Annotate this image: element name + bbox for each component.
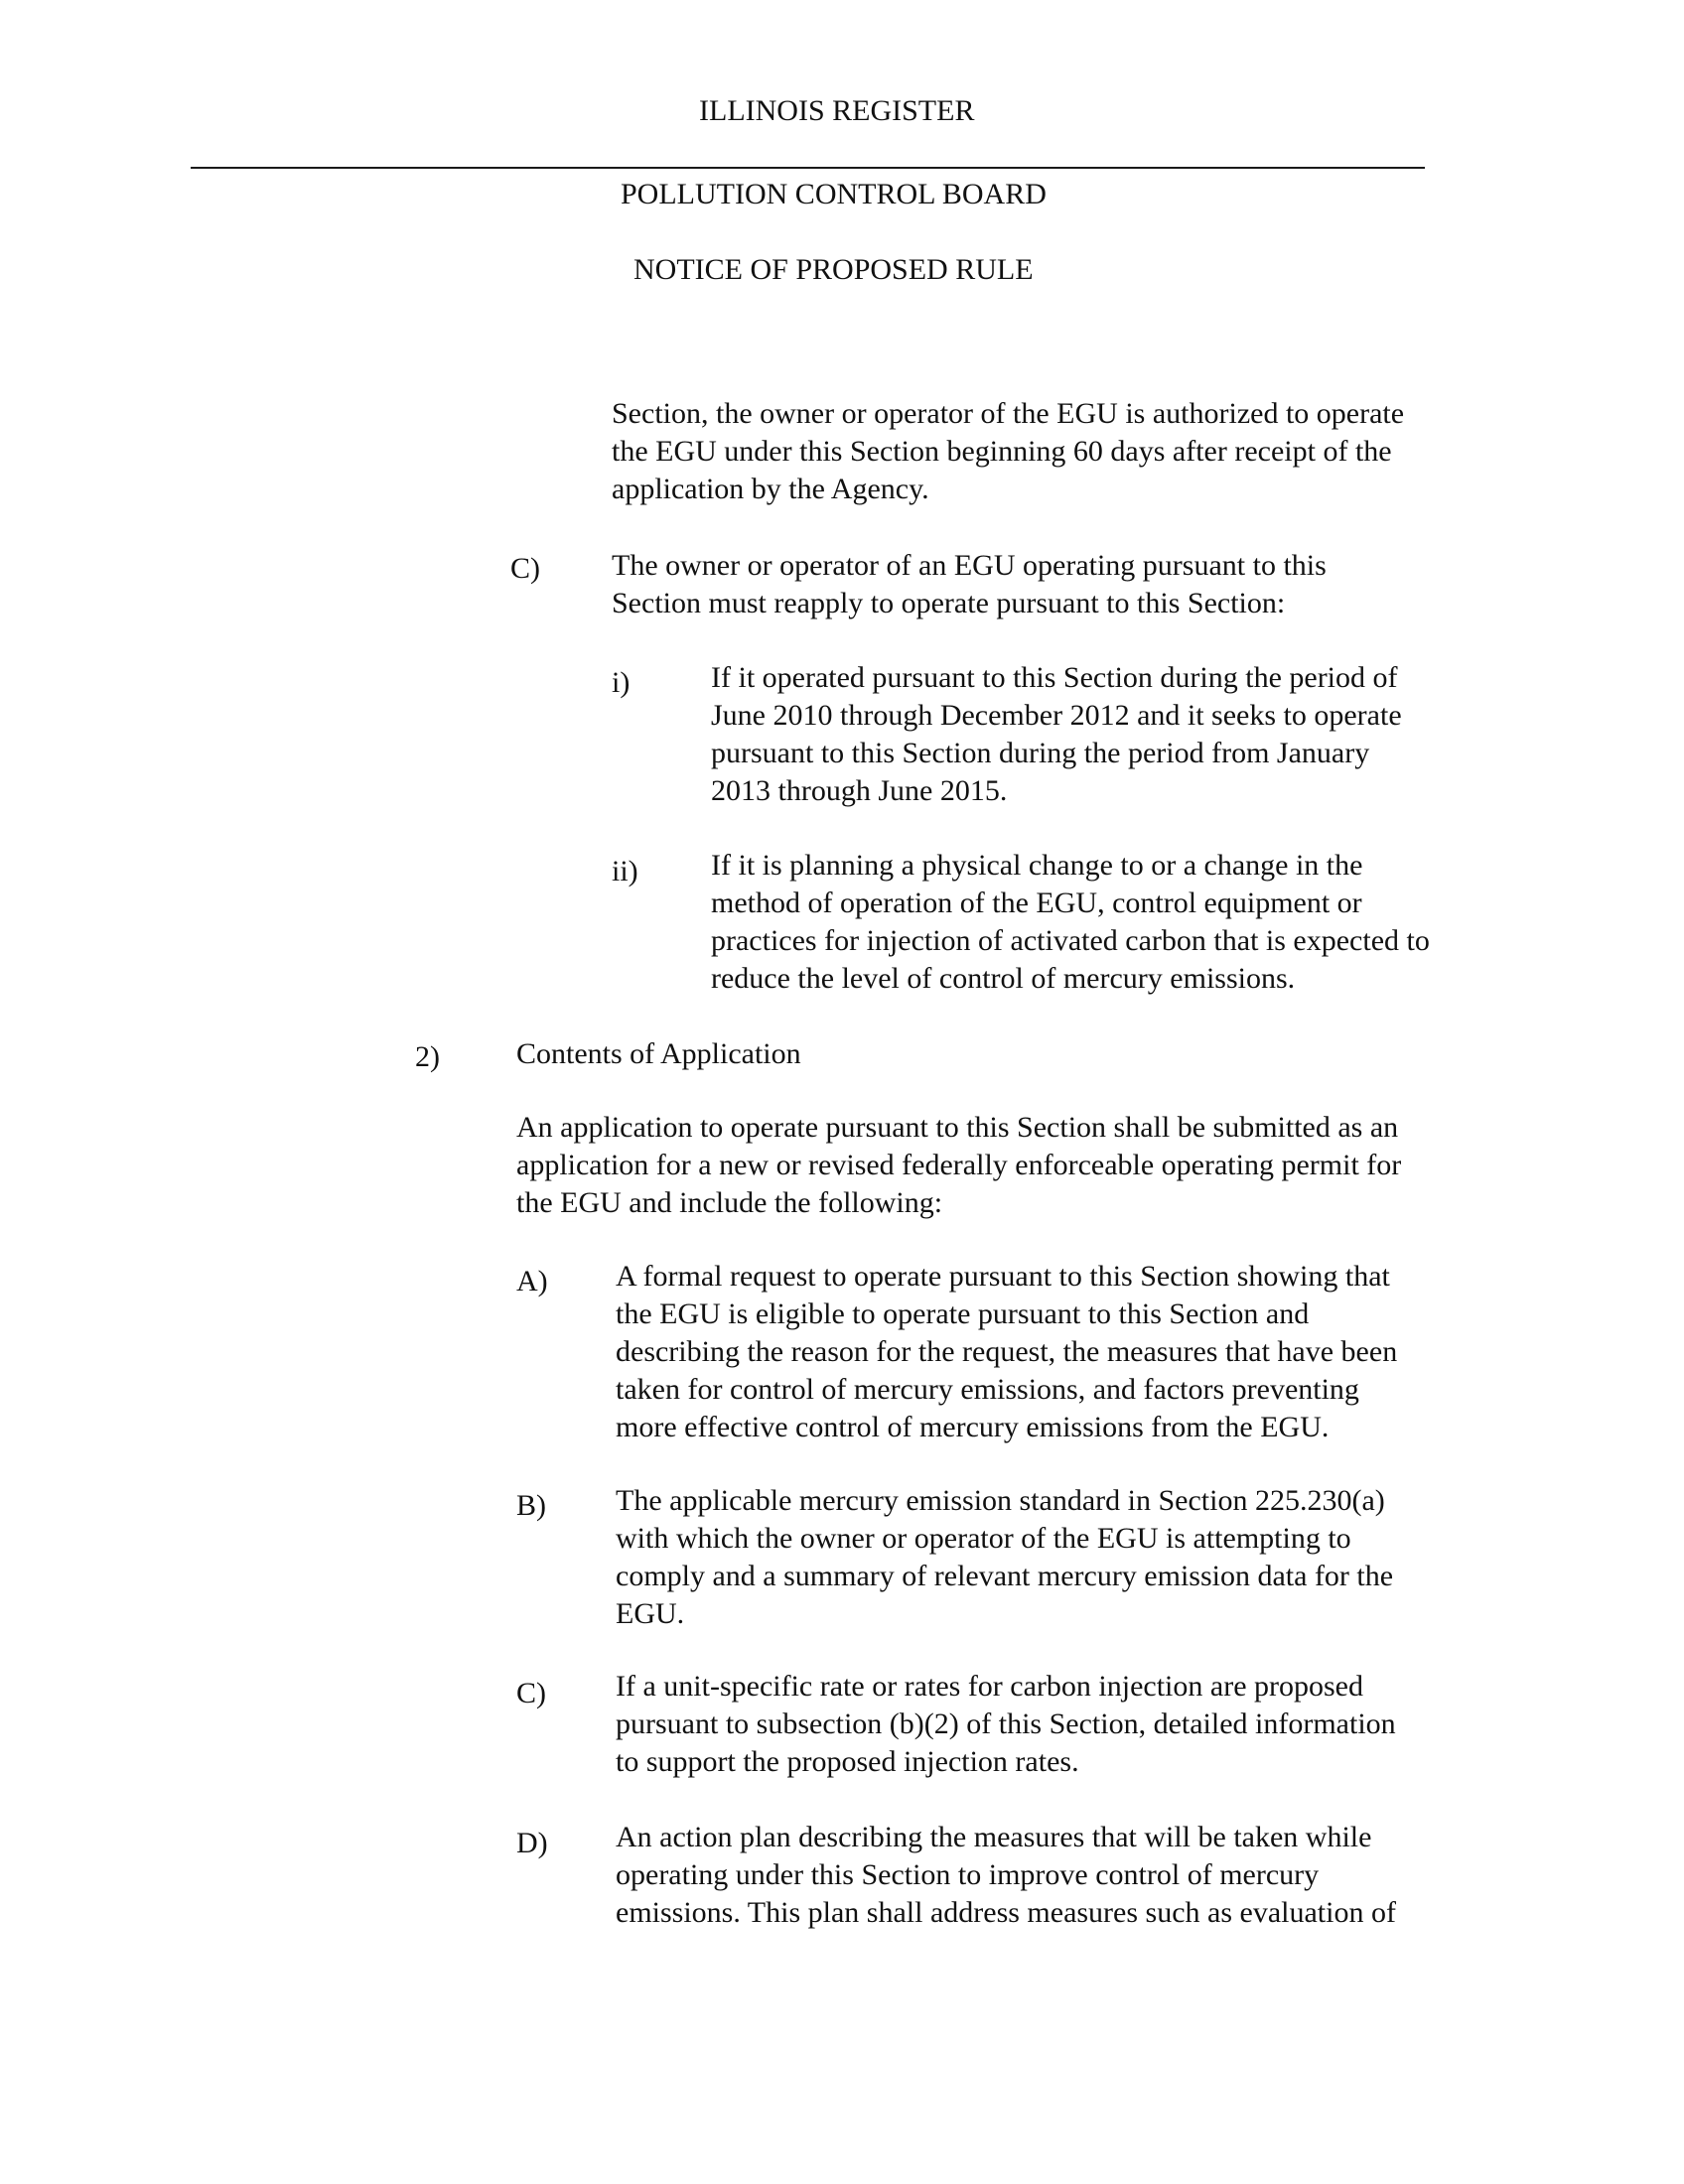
text-line: pursuant to subsection (b)(2) of this Section, detailed information xyxy=(616,1707,1396,1740)
text-line: operating under this Section to improve control of mercury xyxy=(616,1858,1320,1891)
text-line: If a unit-specific rate or rates for carbon injection are proposed xyxy=(616,1670,1363,1703)
text-line: If it operated pursuant to this Section during the period of xyxy=(711,661,1398,694)
board-title: POLLUTION CONTROL BOARD xyxy=(621,178,1047,210)
item-c2-label: C) xyxy=(516,1677,546,1709)
text-line: EGU. xyxy=(616,1597,685,1630)
text-line: emissions. This plan shall address measures such as evaluation of xyxy=(616,1896,1396,1929)
text-line: The applicable mercury emission standard in Section 225.230(a) xyxy=(616,1484,1385,1517)
sub-ii-text xyxy=(711,847,1430,998)
item-b-text xyxy=(616,1482,1393,1633)
text-line: An action plan describing the measures that will be taken while xyxy=(616,1821,1372,1853)
text-line: A formal request to operate pursuant to this Section showing that xyxy=(616,1260,1390,1293)
text-line: comply and a summary of relevant mercury emission data for the xyxy=(616,1560,1394,1592)
text-line: with which the owner or operator of the EGU is attempting to xyxy=(616,1522,1351,1555)
text-line: June 2010 through December 2012 and it seeks to operate xyxy=(711,699,1402,732)
item-c2-text xyxy=(616,1668,1396,1781)
text-line: the EGU and include the following: xyxy=(516,1186,943,1219)
item-2-heading: Contents of Application xyxy=(516,1037,801,1070)
item-a-text xyxy=(616,1258,1397,1446)
continuation-paragraph xyxy=(612,395,1404,508)
text-line: Section, the owner or operator of the EGU is authorized to operate xyxy=(612,397,1405,430)
text-line: reduce the level of control of mercury emissions. xyxy=(711,962,1296,995)
text-line: method of operation of the EGU, control equipment or xyxy=(711,887,1362,919)
item-d-label: D) xyxy=(516,1827,548,1859)
text-line: to support the proposed injection rates. xyxy=(616,1745,1079,1778)
item-c-text xyxy=(612,547,1327,622)
item-2-label: 2) xyxy=(415,1040,440,1073)
text-line: the EGU is eligible to operate pursuant to this Section and xyxy=(616,1297,1310,1330)
item-c-label: C) xyxy=(510,552,540,585)
sub-ii-label: ii) xyxy=(612,855,638,887)
text-line: Section must reapply to operate pursuant to this Section: xyxy=(612,587,1286,619)
item-d-text xyxy=(616,1819,1396,1932)
text-line: The owner or operator of an EGU operating pursuant to this xyxy=(612,549,1327,582)
notice-title: NOTICE OF PROPOSED RULE xyxy=(633,253,1034,286)
text-line: practices for injection of activated carbon that is expected to xyxy=(711,924,1430,957)
text-line: An application to operate pursuant to this Section shall be submitted as an xyxy=(516,1111,1399,1144)
text-line: application for a new or revised federally enforceable operating permit for xyxy=(516,1149,1402,1181)
item-a-label: A) xyxy=(516,1265,548,1297)
item-2-intro xyxy=(516,1109,1401,1222)
text-line: more effective control of mercury emissions from the EGU. xyxy=(616,1411,1330,1443)
sub-i-text xyxy=(711,659,1402,810)
sub-i-label: i) xyxy=(612,666,631,699)
text-line: pursuant to this Section during the period from January xyxy=(711,737,1370,769)
text-line: application by the Agency. xyxy=(612,473,929,505)
text-line: 2013 through June 2015. xyxy=(711,774,1008,807)
text-line: taken for control of mercury emissions, and factors preventing xyxy=(616,1373,1359,1406)
text-line: the EGU under this Section beginning 60 days after receipt of the xyxy=(612,435,1392,468)
text-line: describing the reason for the request, the measures that have been xyxy=(616,1335,1398,1368)
header-rule xyxy=(191,167,1425,169)
text-line: If it is planning a physical change to or a change in the xyxy=(711,849,1363,882)
register-title: ILLINOIS REGISTER xyxy=(699,94,975,127)
item-b-label: B) xyxy=(516,1489,546,1522)
